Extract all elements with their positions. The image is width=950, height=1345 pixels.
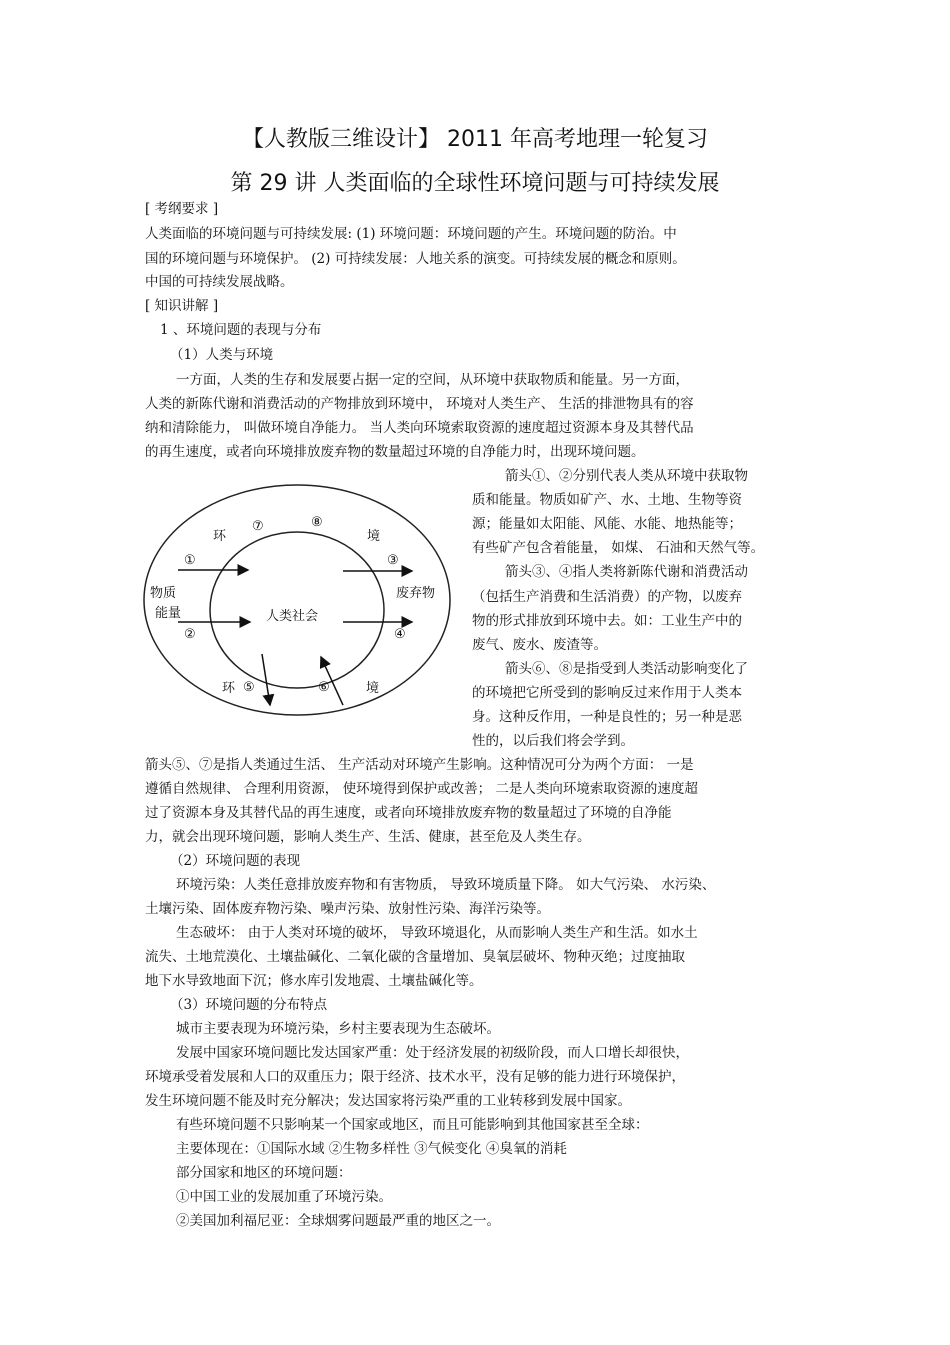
diagram-label-waste: 废弃物 [396, 586, 436, 601]
text-line: 纳和清除能力， 叫做环境自净能力。 当人类向环境索取资源的速度超过资源本身及其替代品 [145, 420, 694, 436]
text-line: 箭头③、④指人类将新陈代谢和消费活动 [505, 564, 748, 580]
text-line: 有些矿产包含着能量， 如煤、 石油和天然气等。 [472, 540, 765, 556]
diagram-label-human-society: 人类社会 [266, 609, 319, 624]
text-line: 有些环境问题不只影响某一个国家或地区，而且可能影响到其他国家甚至全球： [176, 1117, 649, 1133]
text-line: 环境污染：人类任意排放废弃物和有害物质， 导致环境质量下降。 如大气污染、 水污染、 [176, 877, 716, 893]
diagram-label-arrow-3: ③ [387, 553, 399, 568]
text-line: 主要体现在：①国际水域 ②生物多样性 ③气候变化 ④臭氧的消耗 [176, 1141, 567, 1157]
text-line: 箭头⑥、⑧是指受到人类活动影响变化了 [505, 661, 748, 677]
subsection-heading: （3）环境问题的分布特点 [170, 997, 328, 1013]
diagram-label-environment: 境 [367, 529, 381, 544]
text-line: 的再生速度，或者向环境排放废弃物的数量超过环境的自净能力时，出现环境问题。 [145, 444, 645, 460]
text-line: （包括生产消费和生活消费）的产物，以废弃 [472, 589, 742, 605]
text-line: 箭头①、②分别代表人类从环境中获取物 [505, 468, 748, 484]
text-line: 源；能量如太阳能、风能、水能、地热能等； [472, 516, 742, 532]
text-line: 性的，以后我们将会学到。 [472, 733, 634, 749]
text-line: 生态破坏： 由于人类对环境的破坏， 导致环境退化，从而影响人类生产和生活。如水土 [176, 925, 698, 941]
text-line: 中国的可持续发展战略。 [145, 274, 294, 290]
diagram-label-arrow-8: ⑧ [311, 515, 323, 530]
text-line: 环境承受着发展和人口的双重压力；限于经济、技术水平，没有足够的能力进行环境保护， [145, 1069, 685, 1085]
text-line: 土壤污染、固体废弃物污染、噪声污染、放射性污染、海洋污染等。 [145, 901, 550, 917]
section-heading: [ 知识讲解 ] [145, 298, 219, 314]
text-line: 部分国家和地区的环境问题： [176, 1165, 352, 1181]
text-line: ②美国加利福尼亚：全球烟雾问题最严重的地区之一。 [176, 1213, 500, 1229]
text-line: ①中国工业的发展加重了环境污染。 [176, 1189, 392, 1205]
diagram-label-arrow-6: ⑥ [318, 680, 330, 695]
diagram-label-energy: 能量 [155, 606, 182, 621]
text-line: 人类的新陈代谢和消费活动的产物排放到环境中， 环境对人类生产、 生活的排泄物具有的容 [145, 396, 694, 412]
text-line: 过了资源本身及其替代品的再生速度，或者向环境排放废弃物的数量超过了环境的自净能 [145, 805, 672, 821]
section-heading: [ 考纲要求 ] [145, 201, 219, 217]
diagram-label-arrow-5: ⑤ [243, 680, 255, 695]
text-line: 箭头⑤、⑦是指人类通过生活、 生产活动对环境产生影响。这种情况可分为两个方面： 一是 [145, 757, 694, 773]
text-line: 人类面临的环境问题与可持续发展: (1) 环境问题：环境问题的产生。环境问题的防治。中 [145, 226, 677, 242]
subsection-heading: （1）人类与环境 [170, 347, 274, 363]
arrow-5 [262, 654, 270, 705]
lecture-title: 第 29 讲 人类面临的全球性环境问题与可持续发展 [230, 171, 720, 196]
text-line: 质和能量。物质如矿产、水、土地、生物等资 [472, 492, 742, 508]
diagram-label-environment: 环 [213, 529, 227, 544]
diagram-label-arrow-2: ② [184, 627, 196, 642]
diagram-label-arrow-7: ⑦ [252, 519, 264, 534]
text-line: 遵循自然规律、 合理利用资源， 使环境得到保护或改善； 二是人类向环境索取资源的速度超 [145, 781, 698, 797]
text-line: 力，就会出现环境问题，影响人类生产、生活、健康，甚至危及人类生存。 [145, 829, 591, 845]
text-line: 国的环境问题与环境保护。 (2) 可持续发展：人地关系的演变。可持续发展的概念和原则。 [145, 251, 686, 267]
text-line: 流失、土地荒漠化、土壤盐碱化、二氧化碳的含量增加、臭氧层破坏、物种灭绝；过度抽取 [145, 949, 685, 965]
text-line: 一方面，人类的生存和发展要占据一定的空间，从环境中获取物质和能量。另一方面， [176, 372, 689, 388]
diagram-label-environment: 境 [366, 681, 380, 696]
diagram-label-material: 物质 [150, 586, 177, 601]
subsection-heading: （2）环境问题的表现 [170, 853, 301, 869]
text-line: 物的形式排放到环境中去。如：工业生产中的 [472, 613, 742, 629]
text-line: 发生环境问题不能及时充分解决；发达国家将污染严重的工业转移到发展中国家。 [145, 1093, 631, 1109]
diagram-label-environment: 环 [222, 681, 236, 696]
subsection-heading: 1 、环境问题的表现与分布 [160, 322, 322, 338]
text-line: 地下水导致地面下沉；修水库引发地震、土壤盐碱化等。 [145, 973, 483, 989]
text-line: 废气、废水、废渣等。 [472, 637, 607, 653]
text-line: 身。这种反作用，一种是良性的；另一种是恶 [472, 709, 742, 725]
diagram-label-arrow-4: ④ [394, 627, 406, 642]
text-line: 发展中国家环境问题比发达国家严重：处于经济发展的初级阶段，而人口增长却很快， [176, 1045, 689, 1061]
document-title: 【人教版三维设计】 2011 年高考地理一轮复习 [242, 127, 708, 152]
text-line: 的环境把它所受到的影响反过来作用于人类本 [472, 685, 742, 701]
text-line: 城市主要表现为环境污染，乡村主要表现为生态破坏。 [176, 1021, 500, 1037]
diagram-label-arrow-1: ① [184, 553, 196, 568]
